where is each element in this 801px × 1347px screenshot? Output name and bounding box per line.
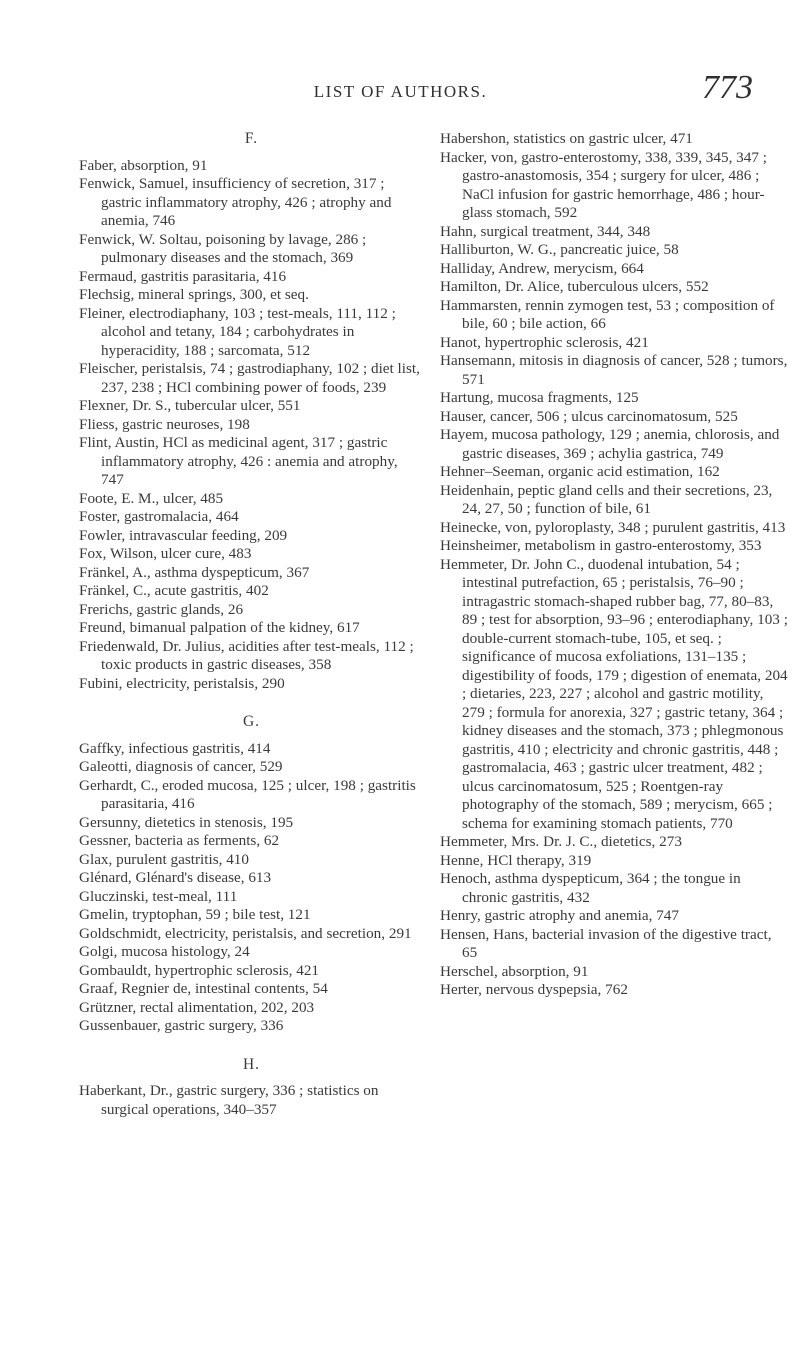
index-entry: Gessner, bacteria as ferments, 62 [79,832,280,849]
index-entry: Hensen, Hans, bacterial invasion of the digestive tract, 65 [440,925,772,961]
index-entry: Flexner, Dr. S., tubercular ulcer, 551 [79,397,301,414]
index-entry: Hahn, surgical treatment, 344, 348 [440,222,651,240]
index-entry: Friedenwald, Dr. Julius, acidities after test-meals, 112 ; toxic products in gastric diseases, 358 [79,637,414,673]
index-entry: Halliburton, W. G., pancreatic juice, 58 [440,241,679,258]
index-entry: Herter, nervous dyspepsia, 762 [440,981,628,998]
index-entry: Habershon, statistics on gastric ulcer, 471 [440,130,693,147]
index-entry: Henne, HCl therapy, 319 [440,851,592,869]
index-entry: Gaffky, infectious gastritis, 414 [79,739,271,757]
index-entry: Fränkel, A., asthma dyspepticum, 367 [79,563,310,581]
index-entry: Gombauldt, hypertrophic sclerosis, 421 [79,961,320,979]
index-entry: Fenwick, W. Soltau, poisoning by lavage, 286 ; pulmonary diseases and the stomach, 369 [79,230,367,266]
index-entry: Henoch, asthma dyspepticum, 364 ; the tongue in chronic gastritis, 432 [440,870,741,906]
index-entry: Haberkant, Dr., gastric surgery, 336 ; statistics on surgical operations, 340–357 [79,1082,379,1118]
index-entry: Glénard, Glénard's disease, 613 [79,869,272,886]
index-entry: Frerichs, gastric glands, 26 [79,600,244,618]
index-entry: Fleischer, peristalsis, 74 ; gastrodiaphany, 102 ; diet list, 237, 238 ; HCl combining power of foods, 239 [79,360,420,396]
index-entry: Grützner, rectal alimentation, 202, 203 [79,998,315,1016]
index-entry: Gerhardt, C., eroded mucosa, 125 ; ulcer, 198 ; gastritis parasitaria, 416 [79,776,416,812]
index-entry: Glax, purulent gastritis, 410 [79,850,249,868]
index-entry: Fox, Wilson, ulcer cure, 483 [79,545,252,562]
right-column [440,130,788,1000]
index-entry: Hamilton, Dr. Alice, tuberculous ulcers, 552 [440,278,709,295]
index-entry: Heidenhain, peptic gland cells and their secretions, 23, 24, 27, 50 ; function of bile, 61 [440,481,773,517]
index-entry: Fleiner, electrodiaphany, 103 ; test-meals, 111, 112 ; alcohol and tetany, 184 ; carbohydrates in hyperacidity, 188 ; sarcomata, 512 [79,304,396,359]
index-entry: Hacker, von, gastro-enterostomy, 338, 339, 345, 347 ; gastro-anastomosis, 354 ; surgery for ulcer, 486 ; NaCl infusion for gastric hemorrhage, 486 ; hour-glass stomach, 592 [440,148,767,221]
index-entry: Hammarsten, rennin zymogen test, 53 ; composition of bile, 60 ; bile action, 66 [440,296,775,332]
index-entry: Hauser, cancer, 506 ; ulcus carcinomatosum, 525 [440,407,738,425]
left-column [79,130,424,1119]
index-entry: Heinecke, von, pyloroplasty, 348 ; purulent gastritis, 413 [440,518,786,536]
index-entry: Goldschmidt, electricity, peristalsis, and secretion, 291 [79,924,412,942]
index-entry: Fermaud, gastritis parasitaria, 416 [79,267,287,285]
index-entry: Foster, gastromalacia, 464 [79,508,239,525]
index-entry: Flechsig, mineral springs, 300, et seq. [79,286,309,303]
index-entry: Halliday, Andrew, merycism, 664 [440,259,644,277]
index-entry: Fubini, electricity, peristalsis, 290 [79,674,285,692]
index-entry: Graaf, Regnier de, intestinal contents, 54 [79,980,328,997]
index-entry: Fowler, intravascular feeding, 209 [79,526,288,544]
index-entry: Gussenbauer, gastric surgery, 336 [79,1017,284,1034]
index-entry: Gmelin, tryptophan, 59 ; bile test, 121 [79,906,311,923]
index-entry: Hemmeter, Mrs. Dr. J. C., dietetics, 273 [440,833,682,850]
section-letter: H. [242,1055,261,1073]
index-entry: Hanot, hypertrophic sclerosis, 421 [440,333,649,351]
page-number: 773 [702,69,753,106]
running-title: LIST OF AUTHORS. [313,82,488,101]
section-letter: F. [244,130,259,147]
index-entry: Henry, gastric atrophy and anemia, 747 [440,907,679,924]
index-entry: Foote, E. M., ulcer, 485 [79,489,224,507]
index-entry: Freund, bimanual palpation of the kidney, 617 [79,619,360,636]
index-entry: Faber, absorption, 91 [79,156,208,174]
index-entry: Hansemann, mitosis in diagnosis of cancer, 528 ; tumors, 571 [440,352,788,388]
index-entry: Flint, Austin, HCl as medicinal agent, 317 ; gastric inflammatory atrophy, 426 : anemia and atrophy, 747 [79,434,398,488]
index-entry: Fränkel, C., acute gastritis, 402 [79,582,269,599]
index-entry: Hartung, mucosa fragments, 125 [440,389,639,406]
index-entry: Fenwick, Samuel, insufficiency of secretion, 317 ; gastric inflammatory atrophy, 426 ; atrophy and anemia, 746 [79,175,392,229]
index-entry: Golgi, mucosa histology, 24 [79,943,250,960]
index-entry: Hehner–Seeman, organic acid estimation, 162 [440,463,720,480]
index-entry: Gluczinski, test-meal, 111 [79,887,238,905]
index-entry: Hemmeter, Dr. John C., duodenal intubation, 54 ; intestinal putrefaction, 65 ; peristalsis, 76–90 ; intragastric stomach-shaped rubber bag, 77, 80–83, 89 ; test for absorption, 93–96 ; enterodiaphany, 103 ; double-current stomach-tube, 105, et seq. ; significance of mucosa exfoliations, 131–135 ; digestibility of foods, 179 ; digestion of enemata, 204 ; dietaries, 223, 227 ; alcohol and gastric motility, 279 ; formula for anorexia, 327 ; gastric tetany, 364 ; kidney diseases and the stomach, 373 ; phlegmonous gastritis, 410 ; electricity and chronic gastritis, 448 ; gastromalacia, 463 ; gastric ulcer treatment, 482 ; ulcus carcinomatosum, 525 ; Roentgen-ray photography of the stomach, 589 ; merycism, 665 ; schema for examining stomach patients, 770 [440,555,788,832]
section-letter: G. [242,713,261,730]
index-entry: Fliess, gastric neuroses, 198 [79,415,250,433]
index-entry: Gersunny, dietetics in stenosis, 195 [79,813,294,831]
index-entry: Galeotti, diagnosis of cancer, 529 [79,758,283,775]
index-entry: Herschel, absorption, 91 [440,962,589,980]
index-entry: Hayem, mucosa pathology, 129 ; anemia, chlorosis, and gastric diseases, 369 ; achylia gastrica, 749 [440,426,780,462]
index-entry: Heinsheimer, metabolism in gastro-enterostomy, 353 [440,537,762,554]
